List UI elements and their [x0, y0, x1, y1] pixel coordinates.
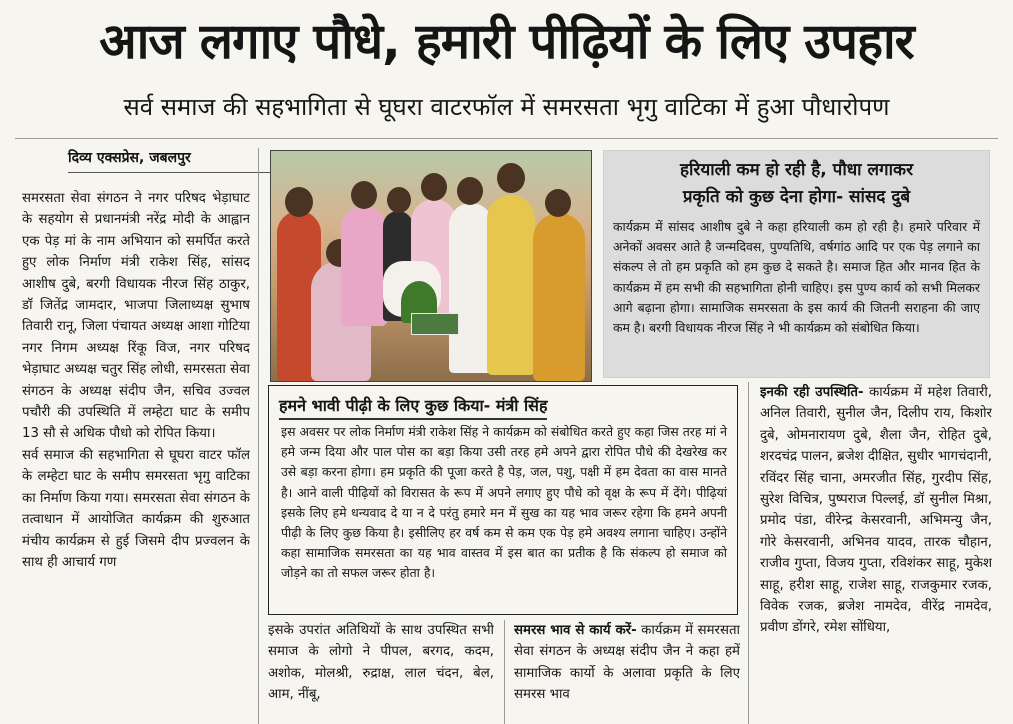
paragraph: इसके उपरांत अतिथियों के साथ उपस्थित सभी समाज के लोगो ने पीपल, बरगद, कदम, अशोक, मोलश्री, रुद्राक्ष, लाल चंदन, बेल, आम, नींबू,	[268, 623, 494, 703]
column-divider	[504, 620, 505, 724]
box-title	[604, 157, 989, 211]
column-divider	[748, 382, 749, 724]
column-divider	[258, 148, 259, 724]
paragraph	[514, 620, 740, 706]
event-photo	[270, 150, 592, 382]
box-body: कार्यक्रम में सांसद आशीष दुबे ने कहा हरियाली कम हो रही है। हमारे परिवार में अनेकों अवसर आते है जन्मदिवस, पुण्यतिथि, वर्षगांठ आदि पर एक पेड़ लगाने का संकल्प ले तो हम प्रकृति को हम कुछ दे सकते है। समाज हित और मानव हित के कार्यक्रम में हम सभी की सहभागिता होनी चाहिए। इस पुण्य कार्य को सभी मिलकर आगे बढ़ाना होगा। सामाजिक समरसता के इस कार्य की जितनी सराहना की जाए कम है। बरगी विधायक नीरज सिंह ने भी कार्यक्रम को संबोधित किया।	[613, 219, 980, 336]
paragraph: समरसता सेवा संगठन ने नगर परिषद भेड़ाघाट के सहयोग से प्रधानमंत्री नरेंद्र मोदी के आह्वान एक पेड़ मां के नाम अभियान को समर्पित करते हुए लोक निर्माण मंत्री राकेश सिंह, सांसद आशीष दुबे, बरगी विधायक नीरज सिंह ठाकुर, डॉ जितेंद्र जामदार, भाजपा जिलाध्यक्ष सुभाष तिवारी रानू, जिला पंचायत अध्यक्ष आशा गोटिया नगर निगम अध्यक्ष रिंकू विज, नगर परिषद भेड़ाघाट अध्यक्ष चतुर सिंह लोधी, समरसता सेवा संगठन के अध्यक्ष संदीप जैन, सचिव उज्वल पचौरी की उपस्थिति में लम्हेटा घाट के समीप 13 सौ से अधिक पौधो को रोपित किया।	[22, 191, 250, 442]
box-title-line: हरियाली कम हो रही है, पौधा लगाकर	[679, 160, 914, 180]
box-title: हमने भावी पीढ़ी के लिए कुछ किया- मंत्री सिंह	[279, 394, 547, 420]
article-column-1	[22, 188, 250, 724]
headline: आज लगाए पौधे, हमारी पीढ़ियों के लिए उपहार	[99, 13, 914, 70]
attendees-column	[760, 382, 992, 724]
paragraph-text: कार्यक्रम में महेश तिवारी, अनिल तिवारी, सुनील जैन, दिलीप राय, किशोर दुबे, ओमनारायण दुबे, शैला जैन, रोहित दुबे, शरदचंद्र पालन, ब्रजेश दीक्षित, सुधीर भागचंदानी, रविंदर सिंह चाना, अमरजीत सिंह, गुरदीप सिंह, सुरेश विचित्र, पुष्पराज पिल्लई, डॉ सुनील मिश्रा, प्रमोद पंडा, वीरेन्द्र केसरवानी, अभिमन्यु जैन, गोरे केसरवानी, अभिनव यादव, तारक चौहान, राजीव गुप्ता, विजय गुप्ता, रविशंकर साहू, मुकेश साहू, हरीश साहू, राजेश साहू, राजकुमार रजक, विवेक रजक, ब्रजेश नामदेव, वीरेंद्र नामदेव, प्रवीण डोंगरे, रमेश सोंधिया,	[760, 385, 992, 636]
sidebar-box-mp-dubey	[603, 150, 990, 378]
paragraph: सर्व समाज की सहभागिता से घूघरा वाटर फॉल के लम्हेटा घाट के समीप समरसता भृगु वाटिका का निर्माण किया गया। समरसता सेवा संगठन के तत्वाधान में आयोजित कार्यक्रम की शुरुआत मंचीय कार्यक्रम से हुई जिसमे दीप प्रज्वलन के साथ ही आचार्य गण	[22, 447, 250, 570]
section-lead: इनकी रही उपस्थिति-	[760, 385, 864, 400]
sidebar-box-minister-singh	[268, 385, 738, 615]
section-lead: समरस भाव से कार्य करें-	[514, 623, 637, 638]
paragraph	[760, 382, 992, 639]
box-body: इस अवसर पर लोक निर्माण मंत्री राकेश सिंह ने कार्यक्रम को संबोधित करते हुए कहा जिस तरह मां ने हमे जन्म दिया और पाल पोस का बड़ा किया उसी तरह हमे अपने द्वारा रोपित पौधे की देखरेख कर उसे बड़ा करना होगा। हम प्रकृति की पूजा करते है पेड़, जल, पशु, पक्षी में हम देवता का वास मानते है। आने वाली पीढ़ियों को विरासत के रूप में अपने लगाए हुए पौधे को वृक्ष के रूप में देंगे। पीढ़ियां इसके लिए हमे धन्यवाद दे या न दे परंतु हमारे मन में सुख का यह भाव जरूर रहेगा कि हमने अपनी पीढ़ी के लिए कुछ किया है। इसीलिए हर वर्ष कम से कम एक पेड़ हमे अवश्य लगाना चाहिए। उन्होंने कहा सामाजिक समरसता का यह भाव वास्तव में इस बात का प्रतीक है कि संकल्प हो समाज को जोड़ने का तो सफल जरूर होता है।	[281, 424, 727, 581]
subheadline: सर्व समाज की सहभागिता से घूघरा वाटरफॉल में समरसता भृगु वाटिका में हुआ पौधारोपण	[123, 93, 890, 121]
byline: दिव्य एक्सप्रेस, जबलपुर	[68, 148, 278, 173]
header-divider	[15, 138, 998, 139]
paragraph-text: कार्यक्रम में समरसता सेवा संगठन के अध्यक्ष संदीप जैन ने कहा हमें सामाजिक कार्यो के अलावा प्रकृति के लिए समरस भाव	[514, 623, 740, 703]
article-column-3	[514, 620, 740, 724]
article-column-2	[268, 620, 494, 724]
box-title-line: प्रकृति को कुछ देना होगा- सांसद दुबे	[682, 187, 911, 207]
